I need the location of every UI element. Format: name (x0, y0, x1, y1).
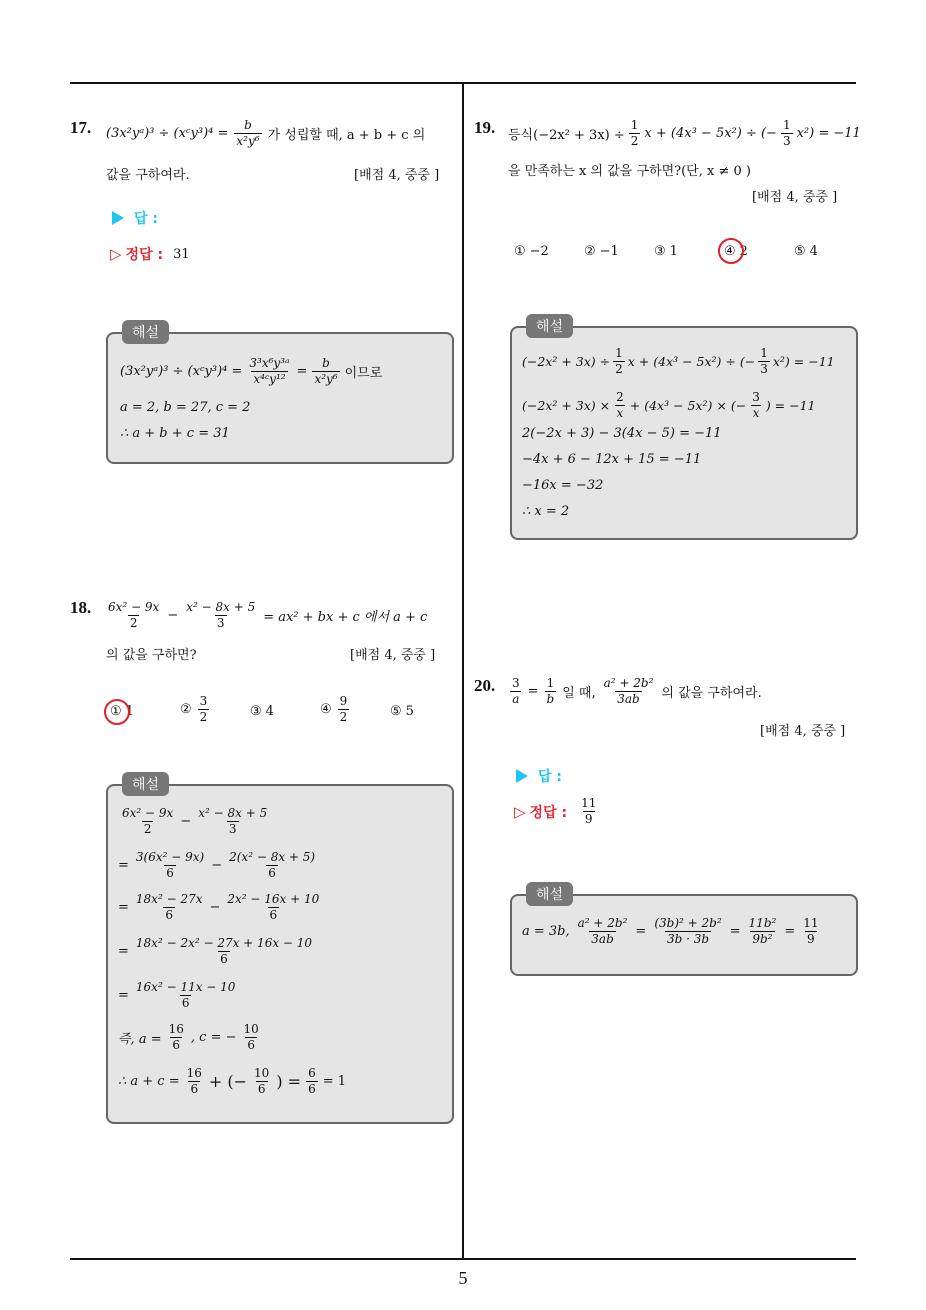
answer-label: 답 : (134, 211, 158, 227)
solution-line-1: $\frac{\text{6x² − 9x}}{2}$ − $\frac{\text{x² − 8x + 5}}{3}$ (122, 806, 268, 836)
correct-value: $\frac{11}{9}$ (581, 796, 597, 826)
solution-line-2: = $\frac{\text{3(6x² − 9x)}}{6}$ − $\frac{\text{2(x² − 8x + 5)}}{6}$ (118, 850, 316, 880)
outline-triangle-icon: ▷ (110, 245, 122, 263)
solution-line-1: (3x²yᵃ)³ ÷ (xᶜy³)⁴ = $\frac{\text{3³x⁶y³ᵃ}}{\text{x⁴ᶜy¹²}}$ = $\frac{b}{\text{x²y⁶}}$ 이므로 (120, 356, 383, 386)
choice-4[interactable]: ④ 2 (724, 244, 748, 259)
score-label: [배점 4, 중중 ] (350, 648, 436, 663)
question-text: 등식(−2x² + 3x) ÷ $\frac{1}{2}$ x + (4x³ − 5x²) ÷ (− $\frac{1}{3}$ x²) = −11 (508, 118, 861, 148)
question-text-line2: 을 만족하는 x 의 값을 구하면?(단, x ≠ 0 ) (508, 164, 751, 179)
solution-line-5: = $\frac{\text{16x² − 11x − 10}}{6}$ (118, 980, 236, 1010)
fraction: $\frac{b}{\text{x²y⁶}}$ (236, 118, 260, 148)
triangle-icon (112, 211, 124, 225)
solution-tab: 해설 (122, 772, 169, 796)
choice-1[interactable]: ① 1 (110, 704, 134, 719)
question-number: 17. (70, 118, 92, 137)
selected-mark-circle (104, 699, 130, 725)
choice-3[interactable]: ③ 4 (250, 704, 274, 719)
question-number: 20. (474, 676, 496, 695)
question-text-line2: 값을 구하여라. (106, 168, 190, 183)
correct-answer-row (110, 244, 190, 264)
solution-line-4: = $\frac{\text{18x² − 2x² − 27x + 16x − 10}}{6}$ (118, 936, 313, 966)
choice-1[interactable]: ① −2 (514, 244, 549, 259)
correct-value: 31 (173, 246, 190, 262)
solution-tab: 해설 (526, 882, 573, 906)
triangle-icon (516, 769, 528, 783)
choice-4[interactable]: ④ $\frac{9}{2}$ (320, 694, 348, 724)
text: 가 성립할 때, a + b + c 의 (267, 128, 426, 143)
choice-2[interactable]: ② $\frac{3}{2}$ (180, 694, 208, 724)
question-number: 18. (70, 598, 92, 617)
question-text: $\frac{\text{6x² − 9x}}{2}$ − $\frac{\text{x² − 8x + 5}}{3}$ = ax² + bx + c 에서 a + c (108, 600, 428, 630)
solution-line-7: ∴ a + c = $\frac{16}{6}$ + (− $\frac{10}{6}$ ) = $\frac{6}{6}$ = 1 (118, 1066, 346, 1096)
solution-line-6: ∴ x = 2 (522, 504, 570, 519)
solution-line-6: 즉, a = $\frac{16}{6}$ , c = − $\frac{10}{6}$ (118, 1022, 259, 1052)
choice-5[interactable]: ⑤ 5 (390, 704, 414, 719)
solution-line-2: a = 2, b = 27, c = 2 (120, 400, 251, 415)
solution-box (510, 319, 858, 540)
solution-line-3: 2(−2x + 3) − 3(4x − 5) = −11 (522, 426, 722, 441)
solution-box (106, 777, 454, 1124)
solution-line-4: −4x + 6 − 12x + 15 = −11 (522, 452, 702, 467)
solution-line-3: ∴ a + b + c = 31 (120, 426, 230, 441)
expr: (3x²yᵃ)³ ÷ (xᶜy³)⁴ = (106, 126, 229, 141)
answer-row (112, 208, 158, 228)
correct-label: 정답 : (125, 247, 164, 263)
question-text: $\frac{3}{a}$ = $\frac{1}{b}$ 일 때, $\frac{\text{a² + 2b²}}{3ab}$ 의 값을 구하여라. (512, 676, 762, 706)
correct-answer-row (514, 796, 600, 827)
correct-label: 정답 : (529, 804, 568, 821)
solution-tab: 해설 (122, 320, 169, 344)
score-label: [배점 4, 중중 ] (760, 724, 846, 739)
outline-triangle-icon: ▷ (514, 802, 526, 821)
answer-label: 답 : (538, 769, 562, 785)
choice-5[interactable]: ⑤ 4 (794, 244, 818, 259)
question-text (106, 118, 425, 149)
answer-row (516, 766, 562, 786)
solution-line-3: = $\frac{\text{18x² − 27x}}{6}$ − $\frac{\text{2x² − 16x + 10}}{6}$ (118, 892, 320, 922)
solution-line-1: (−2x² + 3x) ÷ $\frac{1}{2}$ x + (4x³ − 5x²) ÷ (− $\frac{1}{3}$ x²) = −11 (522, 346, 835, 376)
column-divider (462, 84, 464, 1260)
question-text-line2: 의 값을 구하면? (106, 648, 197, 663)
solution-line-2: (−2x² + 3x) × $\frac{2}{x}$ + (4x³ − 5x²) × (− $\frac{3}{x}$ ) = −11 (522, 390, 816, 420)
solution-tab: 해설 (526, 314, 573, 338)
question-number: 19. (474, 118, 496, 137)
choice-3[interactable]: ③ 1 (654, 244, 678, 259)
solution-line-5: −16x = −32 (522, 478, 604, 493)
score-label: [배점 4, 중중 ] (752, 190, 838, 205)
solution-box (510, 887, 858, 976)
solution-box (106, 325, 454, 464)
choice-2[interactable]: ② −1 (584, 244, 619, 259)
selected-mark-circle (718, 238, 744, 264)
page-number: 5 (458, 1268, 468, 1288)
score-label: [배점 4, 중중 ] (354, 168, 440, 183)
bottom-rule (70, 1258, 856, 1260)
solution-line-1: a = 3b, $\frac{\text{a² + 2b²}}{3ab}$ = $\frac{\text{(3b)² + 2b²}}{3b \cdot 3b}$ = $\frac{\text{11b²}}{\text{9b²}}$ = $\frac{11}{9}$ (522, 916, 819, 946)
